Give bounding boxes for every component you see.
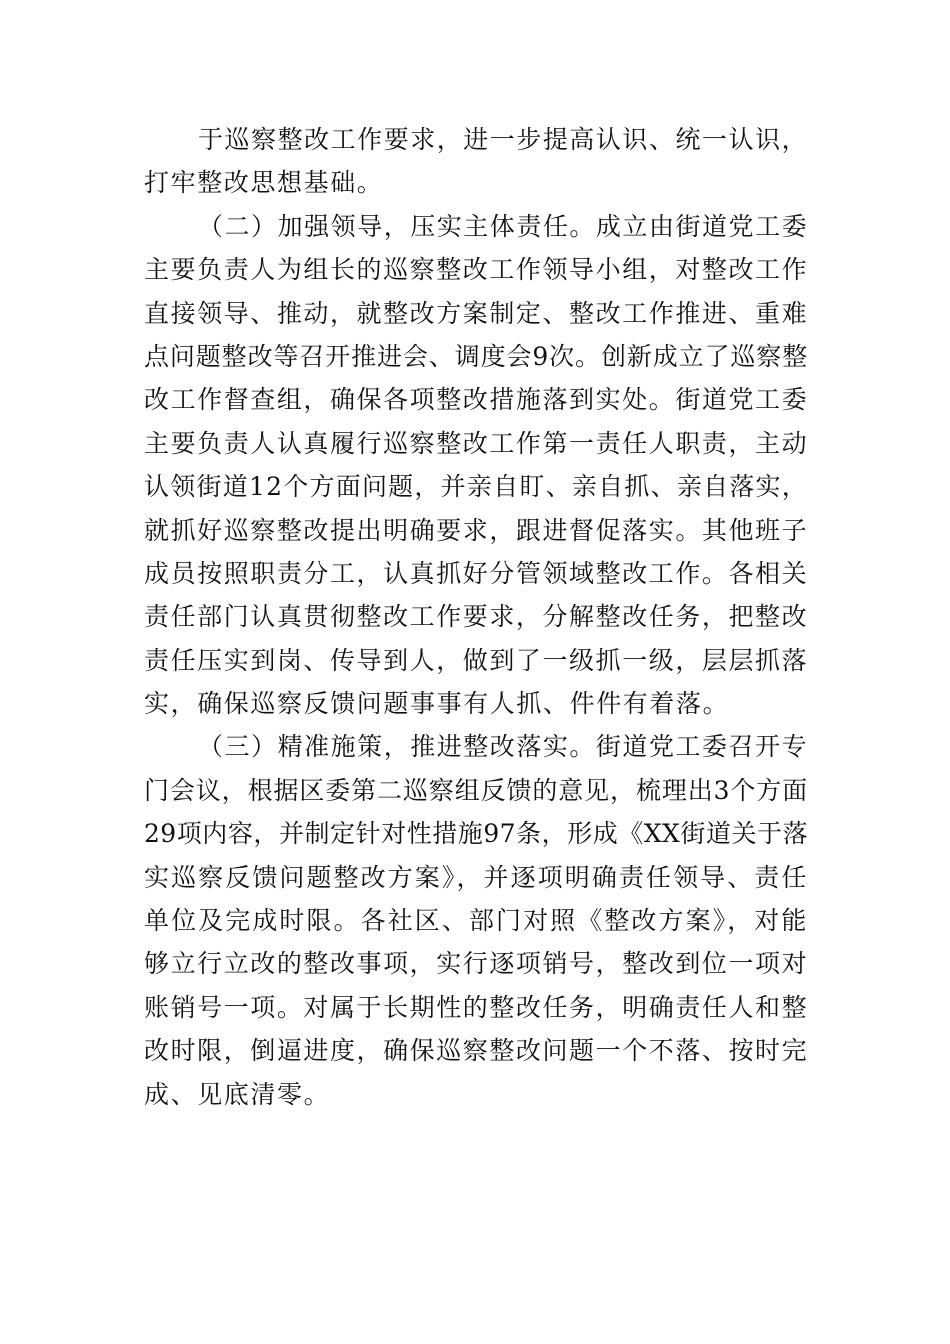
paragraph-line: 成、见底清零。: [144, 1079, 331, 1109]
paragraph-line: 单位及完成时限。各社区、部门对照《整改方案》，对能: [144, 906, 808, 936]
paragraph-line: 就抓好巡察整改提出明确要求，跟进督促落实。其他班子: [144, 515, 808, 545]
paragraph-line: 改时限，倒逼进度，确保巡察整改问题一个不落、按时完: [144, 1036, 808, 1066]
paragraph-line: 直接领导、推动，就整改方案制定、整改工作推进、重难: [144, 298, 808, 328]
paragraph-line: 点问题整改等召开推进会、调度会9次。创新成立了巡察整: [144, 341, 808, 371]
paragraph-line: 认领街道12个方面问题，并亲自盯、亲自抓、亲自落实，: [144, 472, 808, 502]
paragraph-line: 门会议，根据区委第二巡察组反馈的意见，梳理出3个方面: [144, 775, 808, 805]
paragraph-line: 责任压实到岗、传导到人，做到了一级抓一级，层层抓落: [144, 645, 808, 675]
paragraph-line: 主要负责人认真履行巡察整改工作第一责任人职责，主动: [144, 428, 808, 458]
paragraph-line: 改工作督查组，确保各项整改措施落到实处。街道党工委: [144, 385, 808, 415]
paragraph-line: 于巡察整改工作要求，进一步提高认识、统一认识，: [198, 125, 808, 154]
paragraph-line: （三）精准施策，推进整改落实。街道党工委召开专: [198, 732, 808, 762]
paragraph-line: 打牢整改思想基础。: [144, 168, 384, 198]
body-text: [144, 118, 808, 1116]
paragraph-line: 责任部门认真贯彻整改工作要求，分解整改任务，把整改: [144, 602, 808, 632]
paragraph-line: 实，确保巡察反馈问题事事有人抓、件件有着落。: [144, 689, 730, 719]
paragraph-line: 够立行立改的整改事项，实行逐项销号，整改到位一项对: [144, 949, 808, 979]
paragraph-line: 实巡察反馈问题整改方案》，并逐项明确责任领导、责任: [144, 862, 808, 892]
paragraph-line: 成员按照职责分工，认真抓好分管领域整改工作。各相关: [144, 558, 808, 588]
paragraph-line: 账销号一项。对属于长期性的整改任务，明确责任人和整: [144, 992, 808, 1022]
paragraph-line: 29项内容，并制定针对性措施97条，形成《XX街道关于落: [144, 819, 808, 849]
paragraph-line: 主要负责人为组长的巡察整改工作领导小组，对整改工作: [144, 255, 808, 285]
paragraph-line: （二）加强领导，压实主体责任。成立由街道党工委: [198, 211, 808, 241]
